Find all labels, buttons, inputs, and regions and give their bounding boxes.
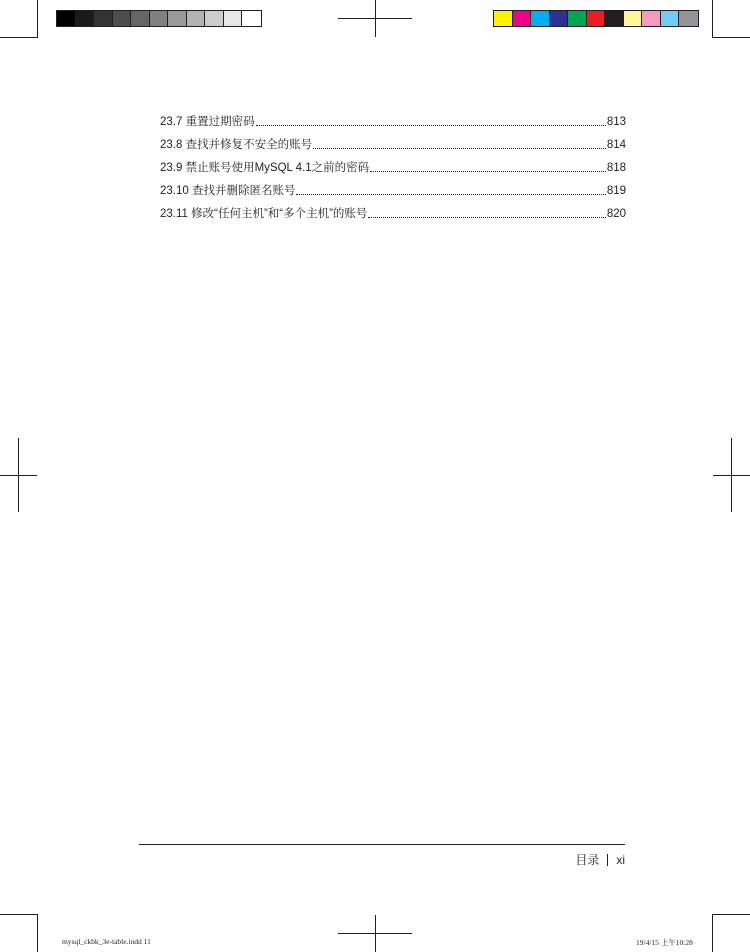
toc-entry[interactable] <box>160 137 626 153</box>
crop-mark <box>37 0 38 38</box>
page-footer <box>575 851 625 868</box>
color-swatch <box>550 11 569 26</box>
toc-entry[interactable] <box>160 206 626 222</box>
color-swatch <box>531 11 550 26</box>
color-swatch <box>494 11 513 26</box>
toc-entry-label: 23.7 重置过期密码 <box>160 116 255 128</box>
gray-swatch <box>187 11 206 26</box>
toc-entry-page: 814 <box>606 139 626 151</box>
gray-swatch <box>224 11 243 26</box>
gray-swatch <box>150 11 169 26</box>
color-swatch <box>679 11 698 26</box>
registration-mark <box>338 933 412 934</box>
color-swatch <box>605 11 624 26</box>
color-swatch <box>587 11 606 26</box>
registration-mark <box>713 475 750 476</box>
footer-page-number: xi <box>616 852 625 867</box>
footer-separator <box>607 854 608 866</box>
registration-mark <box>0 475 37 476</box>
gray-swatch <box>57 11 76 26</box>
gray-swatch <box>131 11 150 26</box>
toc-leader-dots <box>313 148 606 149</box>
crop-mark <box>712 914 713 952</box>
toc-entry-page: 820 <box>606 208 626 220</box>
toc-entry-label: 23.9 禁止账号使用MySQL 4.1之前的密码 <box>160 162 370 174</box>
toc-entry-label: 23.8 查找并修复不安全的账号 <box>160 139 313 151</box>
toc-leader-dots <box>296 194 605 195</box>
toc-entry[interactable] <box>160 183 626 199</box>
grayscale-color-bar <box>56 10 262 27</box>
gray-swatch <box>242 11 261 26</box>
color-swatch <box>568 11 587 26</box>
crop-mark <box>0 37 38 38</box>
color-swatch <box>642 11 661 26</box>
toc-entry[interactable] <box>160 160 626 176</box>
process-color-bar <box>493 10 699 27</box>
slug-datetime: 19/4/15 上午10:28 <box>636 938 693 947</box>
crop-mark <box>712 37 750 38</box>
toc-leader-dots <box>256 125 606 126</box>
toc-entry-label: 23.10 查找并删除匿名账号 <box>160 185 296 197</box>
footer-section-title: 目录 <box>575 853 600 867</box>
toc-entry-page: 813 <box>606 116 626 128</box>
gray-swatch <box>168 11 187 26</box>
slug-filename: mysql_ckbk_3e-table.indd 11 <box>62 937 151 946</box>
gray-swatch <box>205 11 224 26</box>
color-swatch <box>661 11 680 26</box>
crop-mark <box>37 914 38 952</box>
toc-leader-dots <box>370 171 606 172</box>
gray-swatch <box>94 11 113 26</box>
toc-leader-dots <box>368 217 605 218</box>
toc-entry[interactable] <box>160 114 626 130</box>
toc-entry-page: 818 <box>606 162 626 174</box>
registration-mark <box>338 18 412 19</box>
color-swatch <box>513 11 532 26</box>
gray-swatch <box>113 11 132 26</box>
footer-rule <box>139 844 625 845</box>
toc-entry-label: 23.11 修改“任何主机”和“多个主机”的账号 <box>160 208 368 220</box>
crop-mark <box>712 0 713 38</box>
crop-mark <box>0 914 38 915</box>
toc-entry-page: 819 <box>606 185 626 197</box>
gray-swatch <box>76 11 95 26</box>
crop-mark <box>712 914 750 915</box>
color-swatch <box>624 11 643 26</box>
